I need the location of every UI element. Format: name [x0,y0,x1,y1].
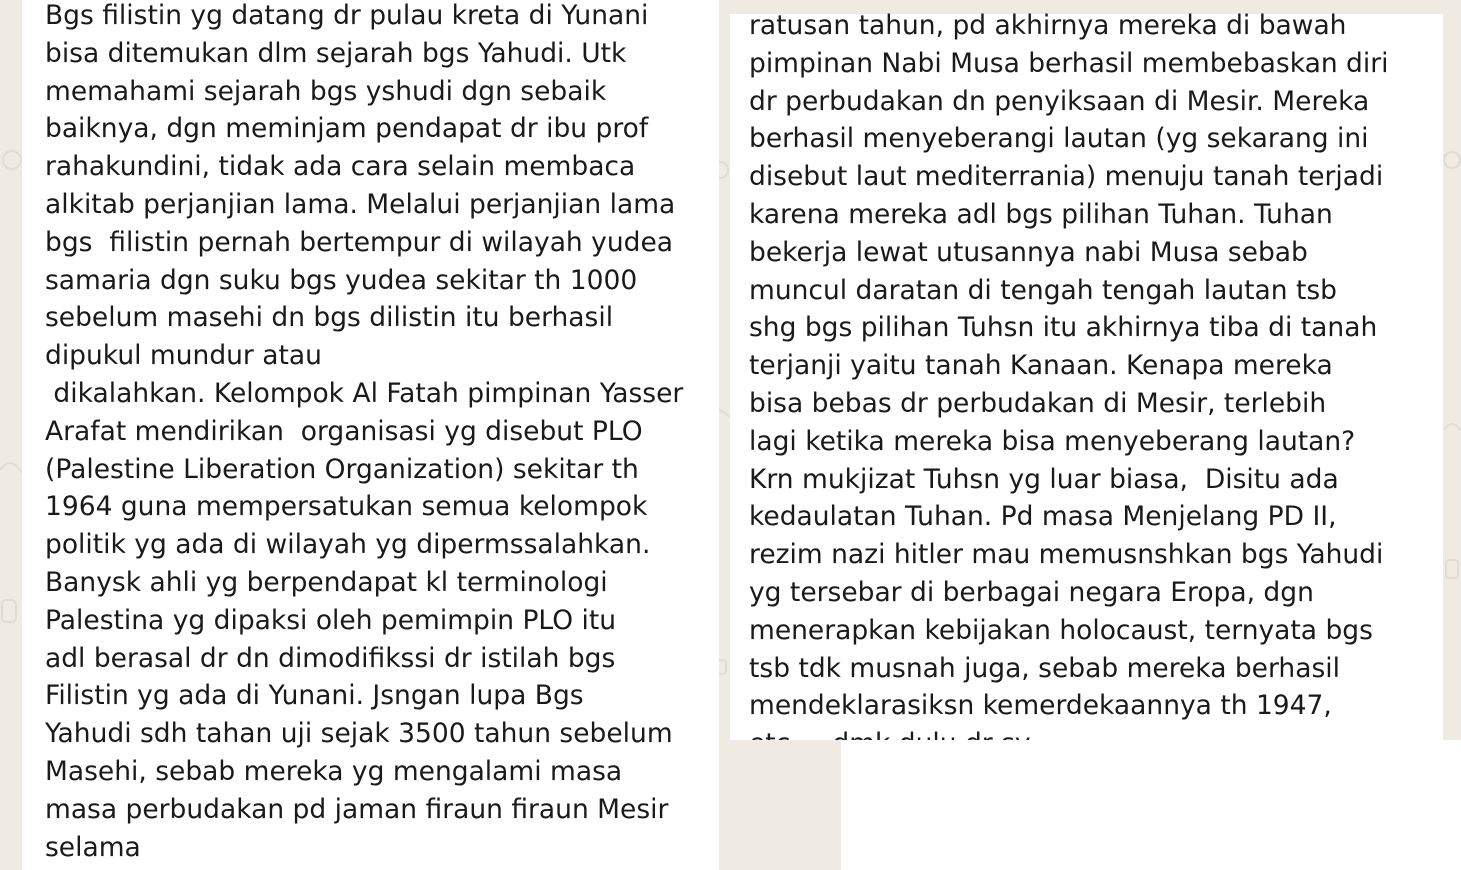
message-line: sebelum masehi dn bgs dilistin itu berhasil [45,302,614,334]
message-line: yg tersebar di berbagai negara Eropa, dgn [749,576,1314,608]
message-line: 1964 guna mempersatukan semua kelompok [45,491,648,523]
message-line: rezim nazi hitler mau memusnshkan bgs Yahudi [749,539,1384,571]
message-line: selama [45,831,141,863]
message-line: baiknya, dgn meminjam pendapat dr ibu prof [45,113,649,145]
message-line: adl berasal dr dn dimodifikssi dr istilah bgs [45,642,616,674]
message-line: shg bgs pilihan Tuhsn itu akhirnya tiba di tanah [749,312,1378,344]
message-line: (Palestine Liberation Organization) sekitar th [45,453,639,485]
message-line: dr perbudakan dn penyiksaan di Mesir. Mereka [749,85,1370,117]
message-line: karena mereka adl bgs pilihan Tuhan. Tuhan [749,198,1333,230]
message-line: bgs filistin pernah bertempur di wilayah yudea [45,226,673,258]
message-line: bekerja lewat utusannya nabi Musa sebab [749,236,1308,268]
wallpaper-gap [719,740,841,870]
message-bubble-right[interactable] [730,10,1443,740]
message-line: Bgs filistin yg datang dr pulau kreta di Yunani [45,0,649,31]
message-line: pimpinan Nabi Musa berhasil membebaskan diri [749,47,1389,79]
message-line: terjanji yaitu tanah Kanaan. Kenapa mereka [749,350,1333,382]
message-bubble-left[interactable] [22,0,719,870]
message-line: menerapkan kebijakan holocaust, ternyata bgs [749,614,1373,646]
message-line: memahami sejarah bgs yshudi dgn sebaik [45,75,607,107]
message-line: Masehi, sebab mereka yg mengalami masa [45,755,623,787]
message-line: alkitab perjanjian lama. Melalui perjanjian lama [45,188,676,220]
message-line-cropped [749,725,1443,739]
blank-area [841,740,1461,870]
message-line: bisa ditemukan dlm sejarah bgs Yahudi. Utk [45,37,627,69]
message-line: lagi ketika mereka bisa menyeberang lautan? [749,425,1356,457]
message-line: Krn mukjizat Tuhsn yg luar biasa, Disitu ada [749,463,1339,495]
message-text-right [749,7,1443,739]
message-line: masa perbudakan pd jaman firaun firaun Mesir [45,793,669,825]
message-line: ratusan tahun, pd akhirnya mereka di bawah [749,10,1347,41]
message-line: mendeklarasiksn kemerdekaannya th 1947, [749,690,1332,722]
message-line: Banysk ahli yg berpendapat kl terminologi [45,566,608,598]
message-line: Filistin yg ada di Yunani. Jsngan lupa Bgs [45,680,584,712]
message-line: berhasil menyeberangi lautan (yg sekarang ini [749,123,1369,155]
message-line: Palestina yg dipaksi oleh pemimpin PLO itu [45,604,617,636]
message-line: muncul daratan di tengah tengah lautan tsb [749,274,1338,306]
message-line: dipukul mundur atau [45,340,322,372]
message-line: politik yg ada di wilayah yg dipermssalahkan. [45,529,651,561]
message-line: Arafat mendirikan organisasi yg disebut PLO [45,415,643,447]
message-line: bisa bebas dr perbudakan di Mesir, terlebih [749,387,1327,419]
message-line: Yahudi sdh tahan uji sejak 3500 tahun sebelum [45,718,673,750]
message-line: rahakundini, tidak ada cara selain membaca [45,151,636,183]
message-line: dikalahkan. Kelompok Al Fatah pimpinan Yasser [45,377,684,409]
message-text-left [45,0,719,866]
message-line: tsb tdk musnah juga, sebab mereka berhasil [749,652,1340,684]
message-line: disebut laut mediterrania) menuju tanah terjadi [749,161,1384,193]
message-line: kedaulatan Tuhan. Pd masa Menjelang PD II, [749,501,1337,533]
message-line: samaria dgn suku bgs yudea sekitar th 1000 [45,264,638,296]
